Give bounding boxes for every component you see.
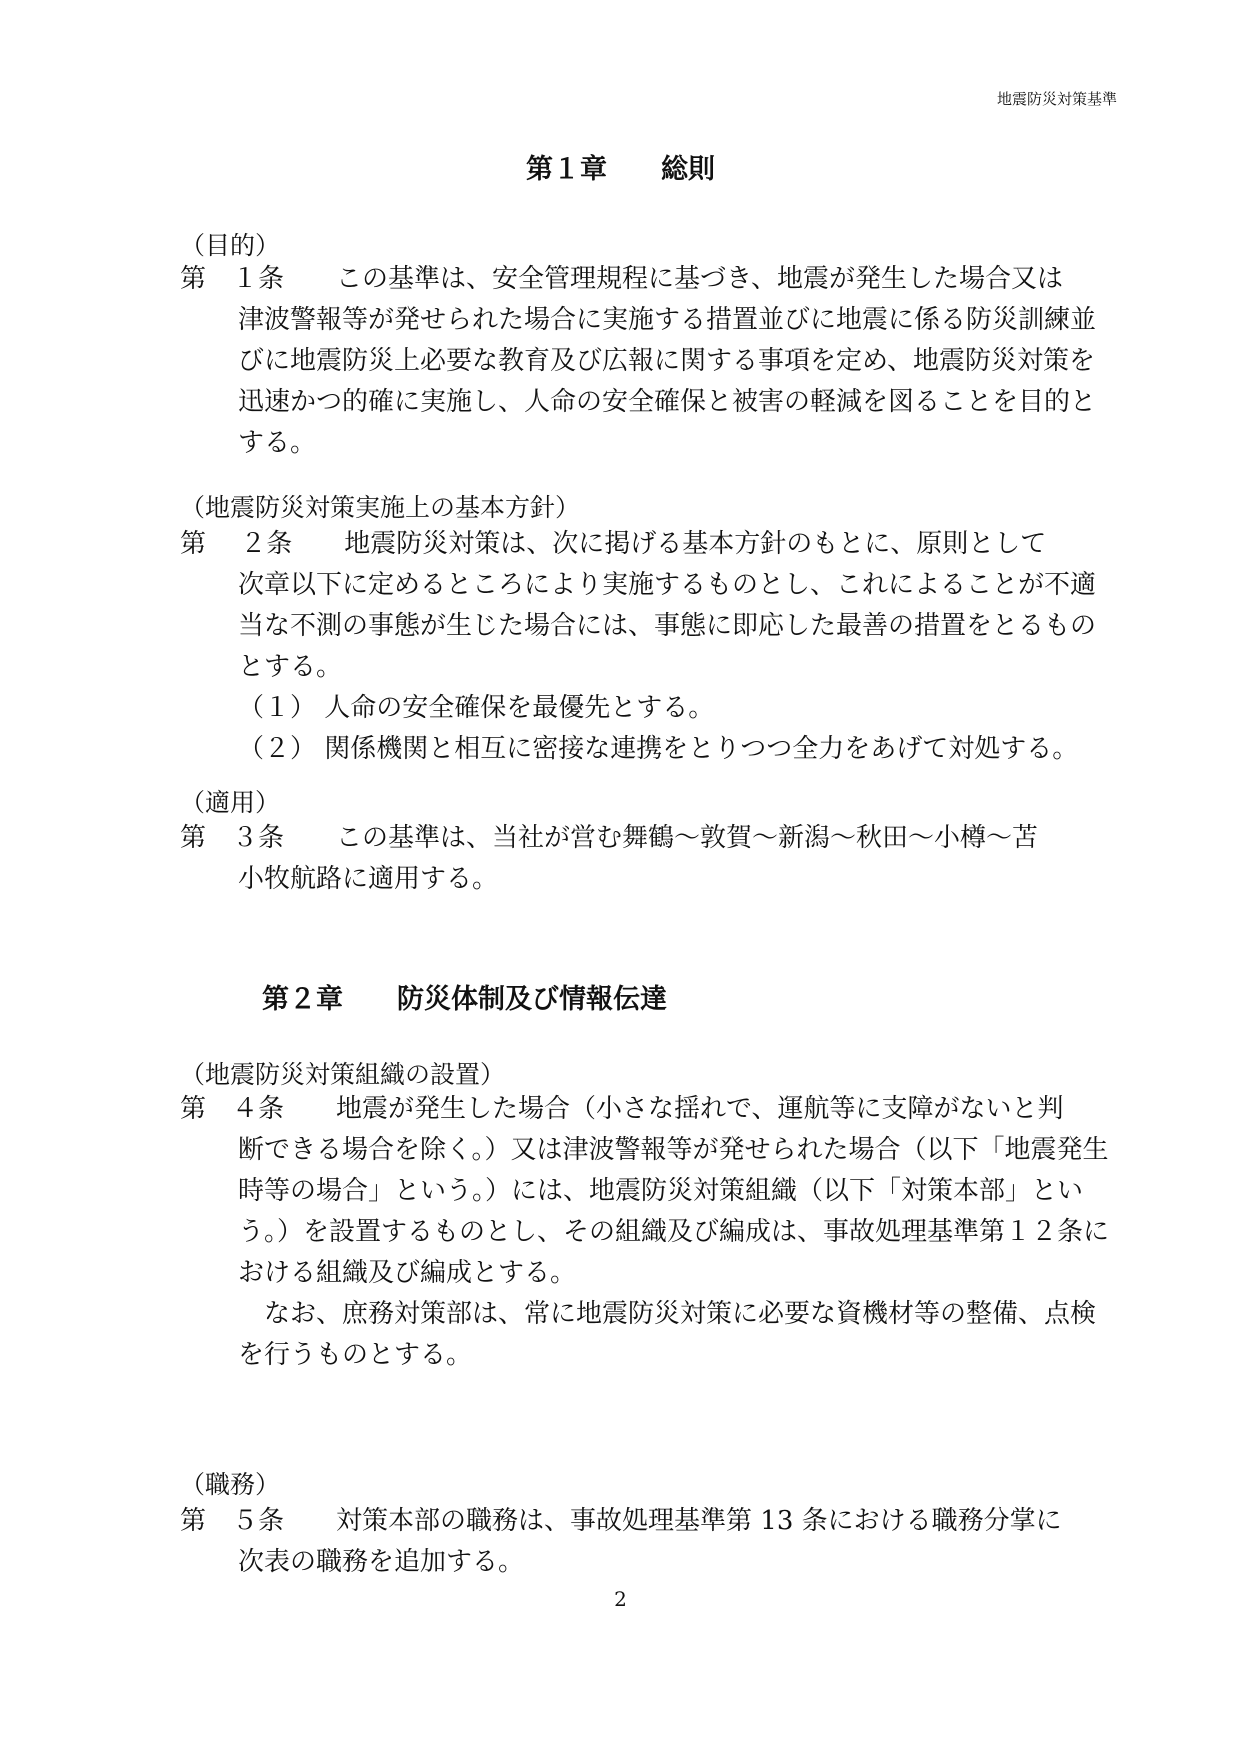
article-4-number: 第 ４条 bbox=[180, 1094, 337, 1124]
article-2 bbox=[180, 524, 1110, 770]
article-1 bbox=[180, 259, 1110, 464]
article-5-number: 第 ５条 bbox=[180, 1506, 337, 1536]
chapter-1-title: 第１章 総則 bbox=[526, 154, 715, 185]
article-1-first-line: この基準は、安全管理規程に基づき、地震が発生した場合又は bbox=[336, 264, 1063, 294]
article-2-text: 次章以下に定めるところにより実施するものとし、これによることが不適当な不測の事態が生じた場合には、事態に即応した最善の措置をとるものとする。 bbox=[238, 570, 1097, 682]
article-2-first-line: 地震防災対策は、次に掲げる基本方針のもとに、原則として bbox=[344, 529, 1047, 559]
article-4-paragraph: なお、庶務対策部は、常に地震防災対策に必要な資機材等の整備、点検を行うものとする。 bbox=[238, 1299, 1097, 1370]
article-2-number: 第 ２条 bbox=[180, 529, 345, 559]
chapter-2-title: 第２章 防災体制及び情報伝達 bbox=[262, 984, 667, 1015]
article-4-text: 断できる場合を除く。）又は津波警報等が発せられた場合（以下「地震発生時等の場合」という。）には、地震防災対策組織（以下「対策本部」という。）を設置するものとし、その組織及び編成は、事故処理基準第１２条における組織及び編成とする。 bbox=[238, 1135, 1110, 1288]
article-5 bbox=[180, 1501, 1110, 1583]
article-2-item-2: （２） 関係機関と相互に密接な連携をとりつつ全力をあげて対処する。 bbox=[238, 734, 1079, 764]
article-1-caption: （目的） bbox=[180, 231, 281, 260]
article-2-item-1: （１） 人命の安全確保を最優先とする。 bbox=[238, 693, 715, 723]
article-1-number: 第 １条 bbox=[180, 264, 337, 294]
page-number: 2 bbox=[614, 1587, 627, 1611]
article-4-first-line: 地震が発生した場合（小さな揺れで、運航等に支障がないと判 bbox=[336, 1094, 1064, 1124]
article-5-caption: （職務） bbox=[180, 1470, 281, 1499]
article-3-number: 第 ３条 bbox=[180, 823, 337, 853]
article-1-text: 津波警報等が発せられた場合に実施する措置並びに地震に係る防災訓練並びに地震防災上必要な教育及び広報に関する事項を定め、地震防災対策を迅速かつ的確に実施し、人命の安全確保と被害の軽減を図ることを目的とする。 bbox=[238, 305, 1097, 458]
article-3-first-line: この基準は、当社が営む舞鶴～敦賀～新潟～秋田～小樽～苫 bbox=[336, 823, 1039, 853]
article-4-caption: （地震防災対策組織の設置） bbox=[180, 1060, 506, 1089]
running-header: 地震防災対策基準 bbox=[996, 90, 1117, 108]
article-4 bbox=[180, 1089, 1110, 1376]
article-2-caption: （地震防災対策実施上の基本方針） bbox=[180, 493, 581, 522]
article-5-first-line: 対策本部の職務は、事故処理基準第 13 条における職務分掌に bbox=[336, 1506, 1062, 1536]
article-3-text: 小牧航路に適用する。 bbox=[238, 864, 499, 894]
article-3-caption: （適用） bbox=[180, 788, 281, 817]
article-5-text: 次表の職務を追加する。 bbox=[238, 1547, 525, 1577]
article-3 bbox=[180, 818, 1110, 900]
